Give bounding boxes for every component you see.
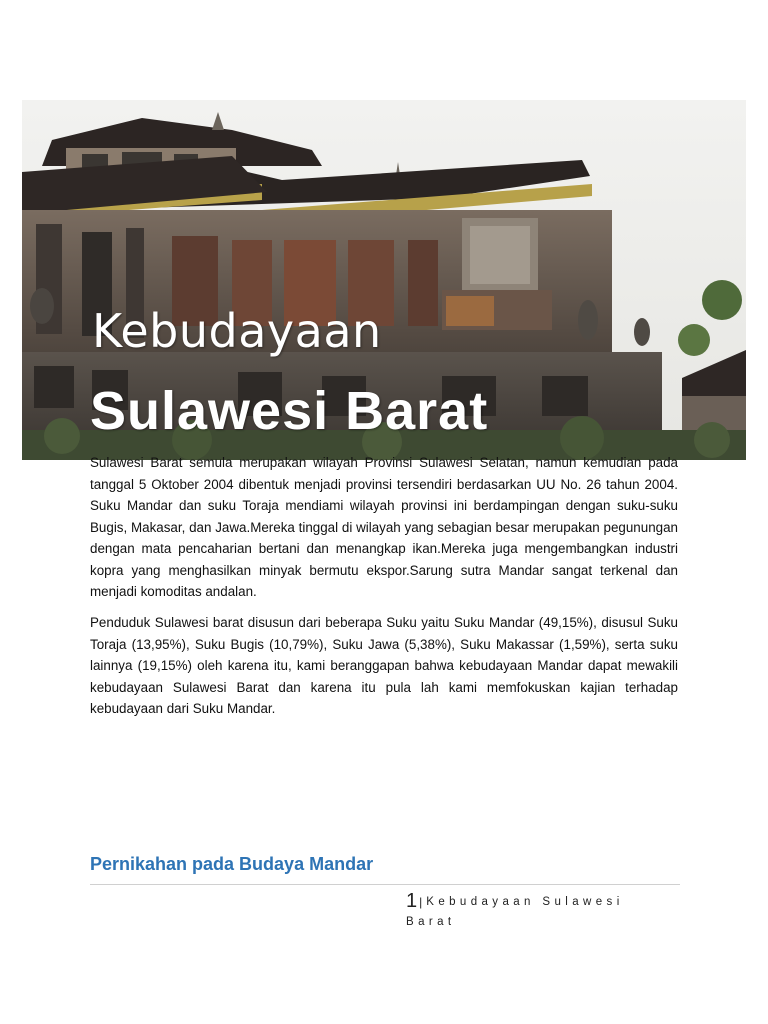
footer-separator: |: [419, 894, 423, 909]
paragraph-1: Sulawesi Barat semula merupakan wilayah Provinsi Sulawesi Selatan, namun kemudian pada tanggal 5 Oktober 2004 dibentuk menjadi provinsi tersendiri berdasarkan UU No. 26 tahun 2004. Suku Mandar dan suku Toraja mendiami wilayah provinsi ini berdampingan dengan suku-suku Bugis, Makasar, dan Jawa.Mereka tinggal di wilayah yang sebagian besar merupakan pegunungan dengan mata pencaharian bertani dan menangkap ikan.Mereka juga mengembangkan industri kopra yang menghasilkan minyak bermutu ekspor.Sarung sutra Mandar sangat terkenal dan menjadi komoditas andalan.: [90, 455, 678, 599]
title-line-1: Kebudayaan: [92, 304, 382, 358]
paragraph-2: Penduduk Sulawesi barat disusun dari beberapa Suku yaitu Suku Mandar (49,15%), disusul Suku Toraja (13,95%), Suku Bugis (10,79%), Suku Jawa (5,38%), Suku Makassar (1,59%), serta suku lainnya (19,15%) oleh karena itu, kami beranggapan bahwa kebudayaan Mandar dapat mewakili kebudayaan Sulawesi Barat dan karena itu pula lah kami memfokuskan kajian terhadap kebudayaan dari Suku Mandar.: [90, 615, 678, 716]
footer-divider: [90, 884, 680, 885]
running-title: Kebudayaan Sulawesi Barat: [406, 895, 624, 928]
page-number: 1: [406, 890, 418, 912]
title-line-2: Sulawesi Barat: [90, 381, 489, 441]
page-footer: [406, 890, 680, 931]
section-heading: Pernikahan pada Budaya Mandar: [90, 854, 374, 874]
